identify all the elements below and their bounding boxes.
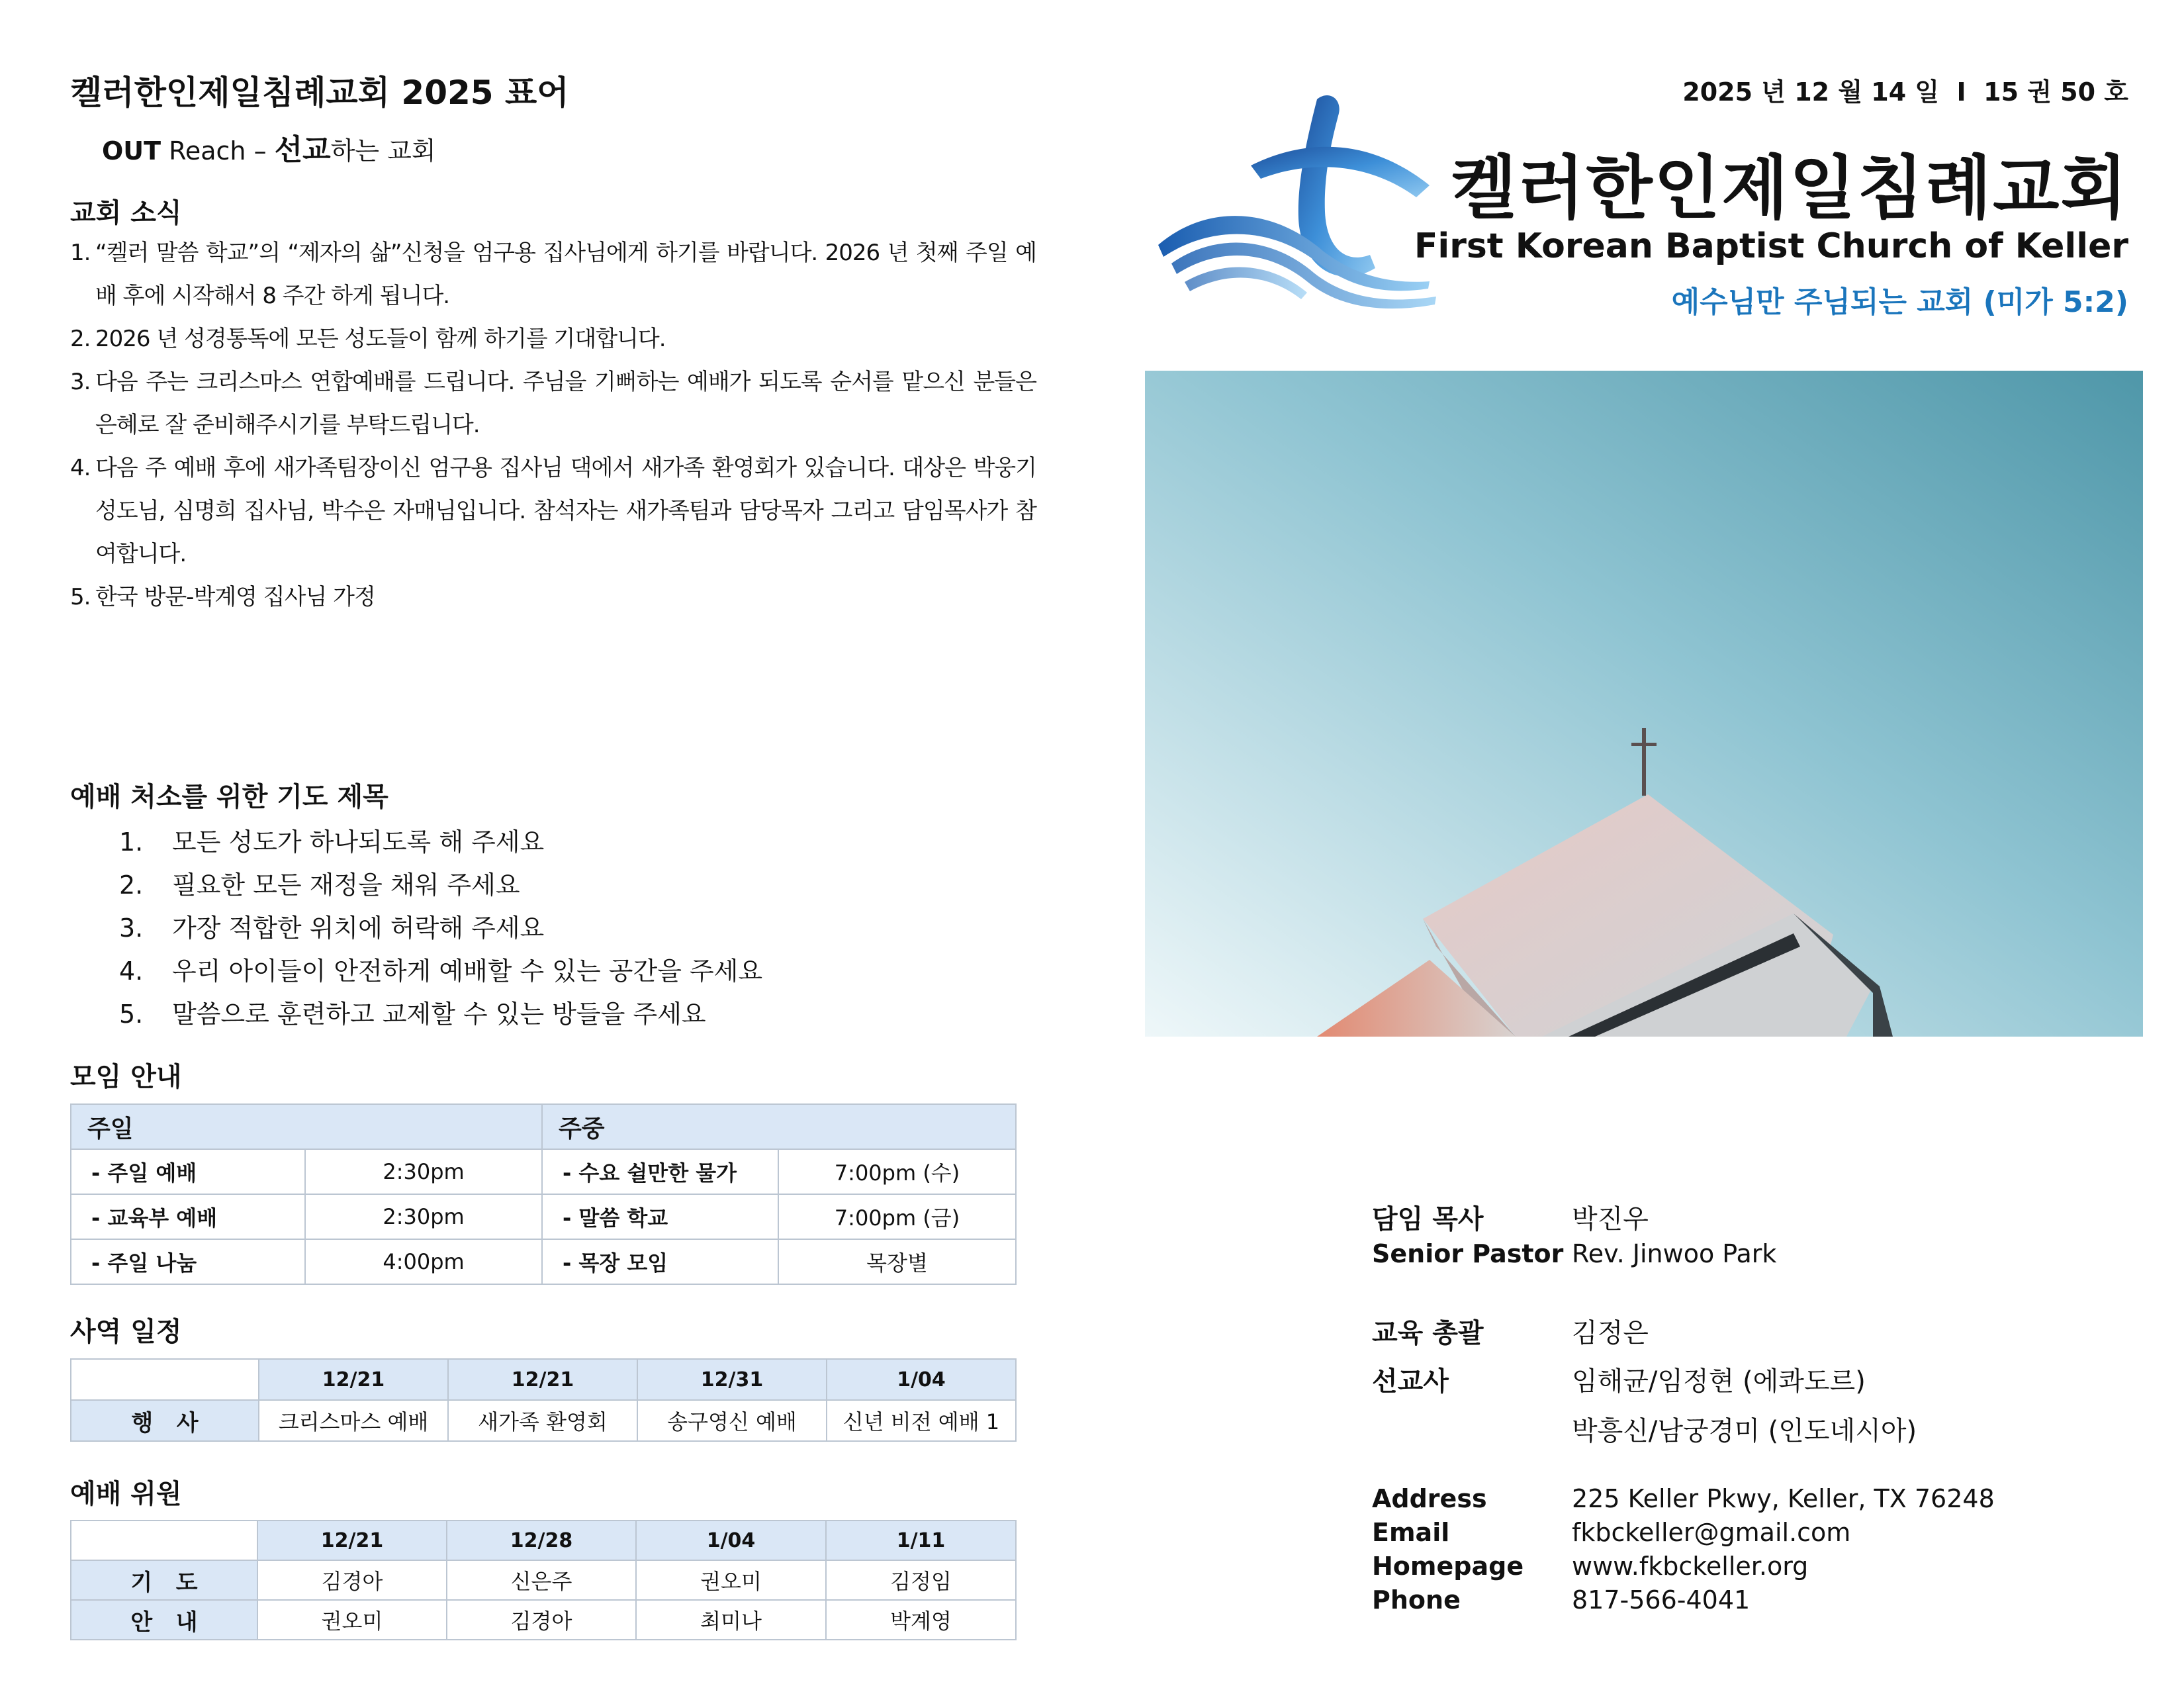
phone-label: Phone — [1372, 1585, 1461, 1615]
motto-title: 켈러한인제일침례교회 2025 표어 — [70, 73, 569, 112]
prayer-item-text: 말씀으로 훈련하고 교제할 수 있는 방들을 주세요 — [172, 1000, 706, 1029]
committee-title: 예배 위원 — [70, 1479, 182, 1509]
prayer-item-number: 2. — [119, 870, 144, 900]
news-item — [70, 447, 1036, 576]
schedule-table — [70, 1358, 1017, 1442]
prayer-item-number: 3. — [119, 914, 144, 943]
meeting-time: 목장별 — [778, 1239, 1016, 1284]
church-roof-photo — [1145, 371, 2143, 1037]
schedule-title: 사역 일정 — [70, 1317, 182, 1347]
committee-row-label: 기 도 — [71, 1560, 257, 1600]
meeting-label: - 교육부 예배 — [71, 1194, 305, 1239]
committee-date: 1/11 — [826, 1521, 1016, 1560]
church-name-korean: 켈러한인제일침례교회 — [1450, 148, 2128, 228]
missionary-label: 선교사 — [1372, 1366, 1449, 1397]
prayer-item — [119, 864, 762, 907]
news-item — [70, 318, 1036, 361]
homepage-value: www.fkbckeller.org — [1572, 1552, 1809, 1581]
news-item — [70, 232, 1036, 318]
meeting-label: - 주일 나눔 — [71, 1239, 305, 1284]
email-value: fkbckeller@gmail.com — [1572, 1518, 1851, 1547]
news-item-number: 4. — [70, 455, 91, 481]
motto-church-text: 하는 교회 — [330, 136, 436, 165]
meetings-title: 모임 안내 — [70, 1062, 182, 1092]
prayer-item — [119, 821, 762, 864]
table-row — [71, 1239, 1016, 1284]
education-name: 김정은 — [1572, 1318, 1649, 1348]
news-item-text: 다음 주는 크리스마스 연합예배를 드립니다. 주님을 기뻐하는 예배가 되도록 순서를 맡으신 분들은 은혜로 잘 준비해주시기를 부탁드립니다. — [95, 369, 1036, 438]
meeting-label: - 목장 모임 — [542, 1239, 778, 1284]
schedule-date: 12/21 — [259, 1359, 448, 1400]
news-item-text: 한국 방문-박계영 집사님 가정 — [95, 584, 375, 610]
schedule-event: 새가족 환영회 — [448, 1400, 637, 1441]
motto-reach-text: Reach – — [161, 136, 275, 165]
committee-name: 권오미 — [636, 1560, 826, 1600]
schedule-corner-cell — [71, 1359, 259, 1400]
table-row — [71, 1560, 1016, 1600]
prayer-item — [119, 993, 762, 1036]
news-item — [70, 361, 1036, 447]
motto-mission-word: 선교 — [274, 133, 331, 167]
schedule-event: 송구영신 예배 — [637, 1400, 827, 1441]
church-cross-logo-icon — [1152, 86, 1456, 324]
schedule-event: 크리스마스 예배 — [259, 1400, 448, 1441]
prayer-item — [119, 950, 762, 993]
meeting-label: - 말씀 학교 — [542, 1194, 778, 1239]
committee-header-row — [71, 1521, 1016, 1560]
pastor-name: 박진우 — [1572, 1204, 1649, 1235]
motto-subtitle — [102, 126, 436, 168]
meetings-weekday-header: 주중 — [542, 1104, 1016, 1149]
email-label: Email — [1372, 1518, 1450, 1547]
prayer-title: 예배 처소를 위한 기도 제목 — [70, 782, 388, 812]
committee-date: 12/28 — [447, 1521, 636, 1560]
committee-date: 12/21 — [257, 1521, 447, 1560]
education-label: 교육 총괄 — [1372, 1318, 1484, 1348]
committee-name: 최미나 — [636, 1600, 826, 1640]
schedule-header-row — [71, 1359, 1016, 1400]
table-row — [71, 1194, 1016, 1239]
meetings-table — [70, 1103, 1017, 1285]
homepage-label: Homepage — [1372, 1552, 1524, 1581]
table-row — [71, 1149, 1016, 1194]
news-item-text: 다음 주 예배 후에 새가족팀장이신 엄구용 집사님 댁에서 새가족 환영회가 있습니다. 대상은 박웅기 성도님, 심명희 집사님, 박수은 자매님입니다. 참석자는 새가족팀과 담당목자 그리고 담임목사가 참여합니다. — [95, 455, 1036, 567]
missionary-1: 임해균/임정현 (에콰도르) — [1572, 1366, 1866, 1397]
schedule-row-label: 행 사 — [71, 1400, 259, 1441]
committee-date: 1/04 — [636, 1521, 826, 1560]
news-item-text: 2026 년 성경통독에 모든 성도들이 함께 하기를 기대합니다. — [95, 326, 666, 352]
meetings-sunday-header: 주일 — [71, 1104, 542, 1149]
missionary-2: 박흥신/남궁경미 (인도네시아) — [1572, 1416, 1917, 1446]
schedule-date: 1/04 — [827, 1359, 1016, 1400]
address-label: Address — [1372, 1484, 1487, 1513]
committee-name: 박계영 — [826, 1600, 1016, 1640]
committee-row-label: 안 내 — [71, 1600, 257, 1640]
prayer-item-text: 우리 아이들이 안전하게 예배할 수 있는 공간을 주세요 — [172, 957, 763, 986]
committee-name: 김정임 — [826, 1560, 1016, 1600]
news-item-number: 5. — [70, 584, 91, 610]
prayer-item-number: 1. — [119, 827, 144, 857]
meeting-time: 4:00pm — [305, 1239, 542, 1284]
motto-outreach-word: OUT — [102, 136, 161, 165]
table-row — [71, 1400, 1016, 1441]
meeting-time: 2:30pm — [305, 1149, 542, 1194]
committee-name: 신은주 — [447, 1560, 636, 1600]
prayer-item-number: 4. — [119, 957, 144, 986]
phone-value: 817-566-4041 — [1572, 1585, 1751, 1615]
schedule-date: 12/21 — [448, 1359, 637, 1400]
prayer-list — [119, 821, 762, 1036]
news-item-number: 3. — [70, 369, 91, 395]
committee-name: 김경아 — [447, 1600, 636, 1640]
news-title: 교회 소식 — [70, 198, 182, 228]
prayer-item-text: 가장 적합한 위치에 허락해 주세요 — [172, 914, 545, 943]
prayer-item-text: 모든 성도가 하나되도록 해 주세요 — [172, 827, 545, 857]
table-row — [71, 1600, 1016, 1640]
meeting-label: - 수요 쉴만한 물가 — [542, 1149, 778, 1194]
news-list — [70, 232, 1036, 619]
schedule-event: 신년 비전 예배 1 — [827, 1400, 1016, 1441]
schedule-date: 12/31 — [637, 1359, 827, 1400]
news-item-number: 1. — [70, 240, 91, 266]
meeting-time: 2:30pm — [305, 1194, 542, 1239]
news-item — [70, 576, 1036, 619]
pastor-label: 담임 목사 — [1372, 1204, 1484, 1235]
pastor-label-english: Senior Pastor — [1372, 1239, 1564, 1268]
church-motto: 예수님만 주님되는 교회 (미가 5:2) — [1671, 285, 2128, 319]
meeting-time: 7:00pm (금) — [778, 1194, 1016, 1239]
prayer-item-text: 필요한 모든 재정을 채워 주세요 — [172, 870, 520, 900]
committee-table — [70, 1520, 1017, 1640]
committee-corner-cell — [71, 1521, 257, 1560]
church-name-english: First Korean Baptist Church of Keller — [1414, 226, 2128, 266]
prayer-item — [119, 907, 762, 950]
prayer-item-number: 5. — [119, 1000, 144, 1029]
pastor-name-english: Rev. Jinwoo Park — [1572, 1239, 1777, 1268]
meeting-label: - 주일 예배 — [71, 1149, 305, 1194]
address-value: 225 Keller Pkwy, Keller, TX 76248 — [1572, 1484, 1995, 1513]
meetings-header-row — [71, 1104, 1016, 1149]
committee-name: 김경아 — [257, 1560, 447, 1600]
committee-name: 권오미 — [257, 1600, 447, 1640]
meeting-time: 7:00pm (수) — [778, 1149, 1016, 1194]
news-item-number: 2. — [70, 326, 91, 352]
issue-date: 2025 년 12 월 14 일 I 15 권 50 호 — [1682, 77, 2128, 107]
news-item-text: “켈러 말씀 학교”의 “제자의 삶”신청을 엄구용 집사님에게 하기를 바랍니다. 2026 년 첫째 주일 예배 후에 시작해서 8 주간 하게 됩니다. — [95, 240, 1036, 309]
